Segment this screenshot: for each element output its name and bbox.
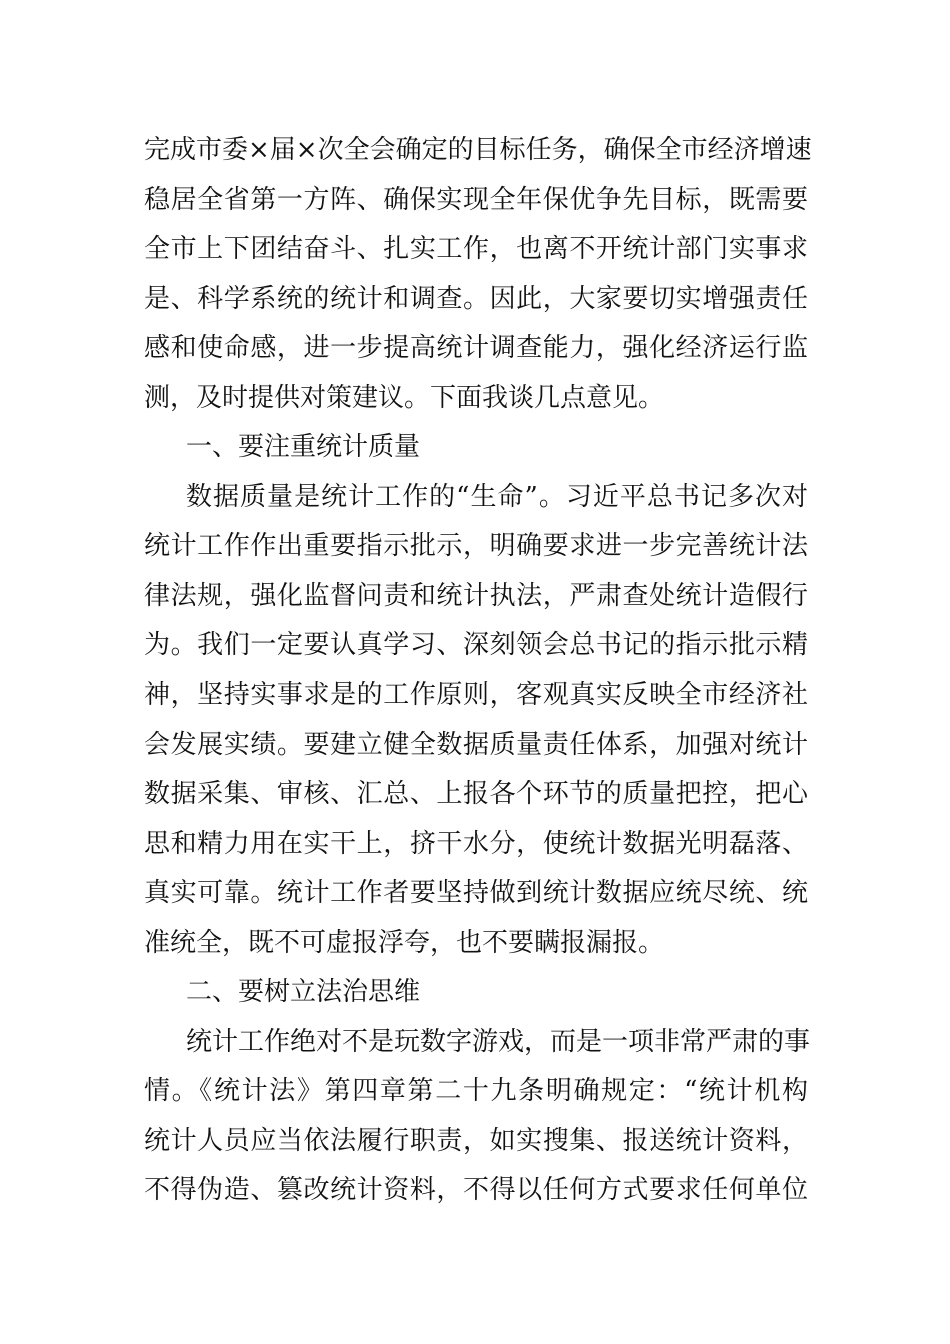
text-line: 数据质量是统计工作的“生命”。习近平总书记多次对 (186, 481, 808, 512)
text-line: 统计工作作出重要指示批示，明确要求进一步完善统计法 (144, 531, 808, 562)
text-line: 是、科学系统的统计和调查。因此，大家要切实增强责任 (144, 283, 808, 314)
document-body (144, 126, 812, 1216)
text-line: 真实可靠。统计工作者要坚持做到统计数据应统尽统、统 (144, 878, 808, 909)
text-line: 会发展实绩。要建立健全数据质量责任体系，加强对统计 (144, 729, 808, 760)
text-line: 完成市委×届×次全会确定的目标任务，确保全市经济增速 (144, 135, 812, 165)
text-line: 统计工作绝对不是玩数字游戏，而是一项非常严肃的事 (186, 1026, 811, 1057)
text-line: 统计人员应当依法履行职责，如实搜集、报送统计资料， (144, 1125, 808, 1156)
text-line: 准统全，既不可虚报浮夸，也不要瞒报漏报。 (144, 927, 665, 958)
text-line: 全市上下团结奋斗、扎实工作，也离不开统计部门实事求 (144, 234, 808, 265)
text-line: 思和精力用在实干上，挤干水分，使统计数据光明磊落、 (144, 828, 808, 859)
text-line: 测，及时提供对策建议。下面我谈几点意见。 (144, 382, 665, 413)
text-line: 感和使命感，进一步提高统计调查能力，强化经济运行监 (144, 333, 808, 364)
text-line: 稳居全省第一方阵、确保实现全年保优争先目标，既需要 (144, 184, 808, 215)
text-line: 神，坚持实事求是的工作原则，客观真实反映全市经济社 (144, 680, 808, 711)
section-heading: 一、要注重统计质量 (186, 432, 421, 463)
text-line: 为。我们一定要认真学习、深刻领会总书记的指示批示精 (144, 630, 808, 661)
text-line: 情。《统计法》第四章第二十九条明确规定：“统计机构 (144, 1076, 808, 1107)
section-heading: 二、要树立法治思维 (186, 977, 421, 1008)
text-line: 数据采集、审核、汇总、上报各个环节的质量把控，把心 (144, 779, 808, 810)
text-line: 律法规，强化监督问责和统计执法，严肃查处统计造假行 (144, 580, 808, 611)
text-line: 不得伪造、篡改统计资料，不得以任何方式要求任何单位 (144, 1175, 808, 1206)
